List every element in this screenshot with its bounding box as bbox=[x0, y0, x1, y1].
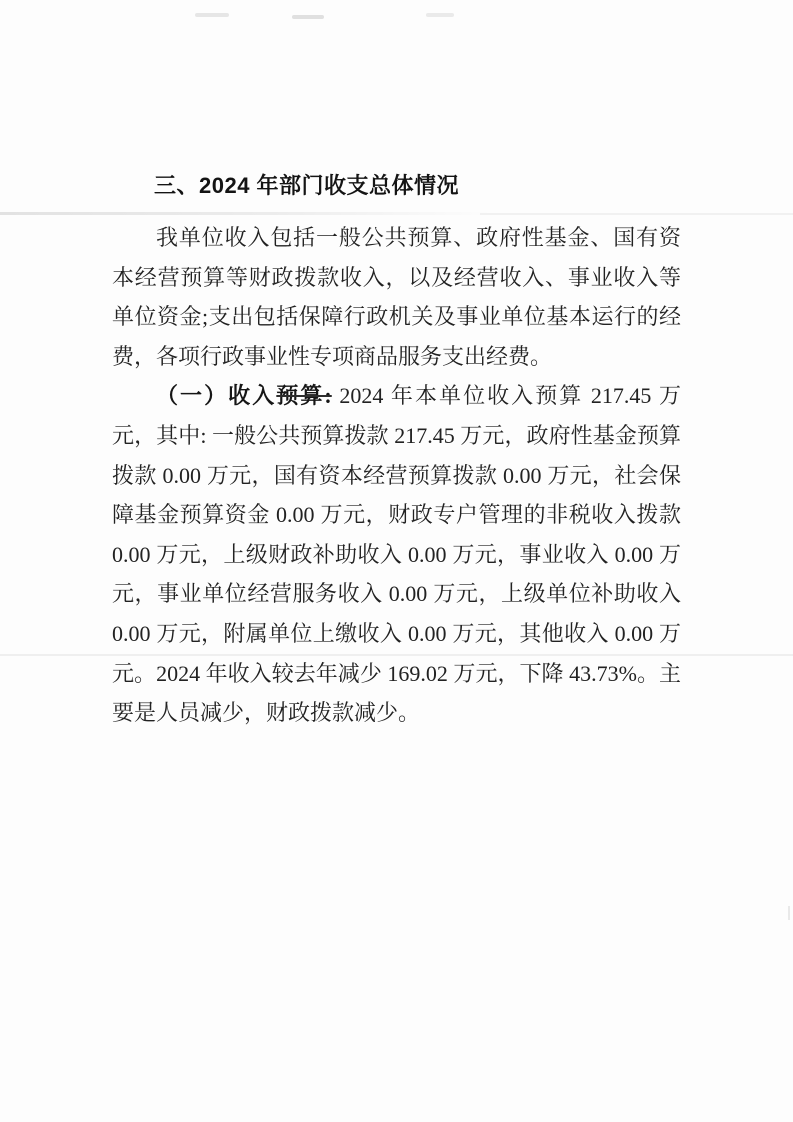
scan-artifact-smudge bbox=[195, 13, 229, 17]
income-budget-label-struck: 预算: bbox=[276, 383, 332, 409]
section-heading: 三、2024 年部门收支总体情况 bbox=[154, 173, 460, 198]
paragraph-revenue-expenditure-overview: 我单位收入包括一般公共预算、政府性基金、国有资本经营预算等财政拨款收入，以及经营收入、事业收入等单位资金;支出包括保障行政机关及事业单位基本运行的经费，各项行政事业性专项商品服务支出经费。 bbox=[112, 225, 681, 369]
scan-artifact-smudge bbox=[292, 15, 324, 19]
scan-artifact-mark bbox=[788, 906, 790, 920]
paragraph-income-budget bbox=[112, 376, 681, 732]
document-content bbox=[112, 170, 681, 733]
scan-artifact-smudge bbox=[426, 13, 454, 17]
income-budget-text: 2024 年本单位收入预算 217.45 万元，其中: 一般公共预算拨款 217.45 万元，政府性基金预算拨款 0.00 万元，国有资本经营预算拨款 0.00 万元，社会保障基金预算资金 0.00 万元，财政专户管理的非税收入拨款 0.00 万元，上级财政补助收入 0.00 万元，事业收入 0.00 万元，事业单位经营服务收入 0.00 万元，上级单位补助收入 0.00 万元，附属单位上缴收入 0.00 万元，其他收入 0.00 万元。2024 年收入较去年减少 169.02 万元，下降 43.73%。主要是人员减少，财政拨款减少。 bbox=[112, 383, 681, 726]
income-budget-label: （一）收入 bbox=[156, 383, 277, 409]
